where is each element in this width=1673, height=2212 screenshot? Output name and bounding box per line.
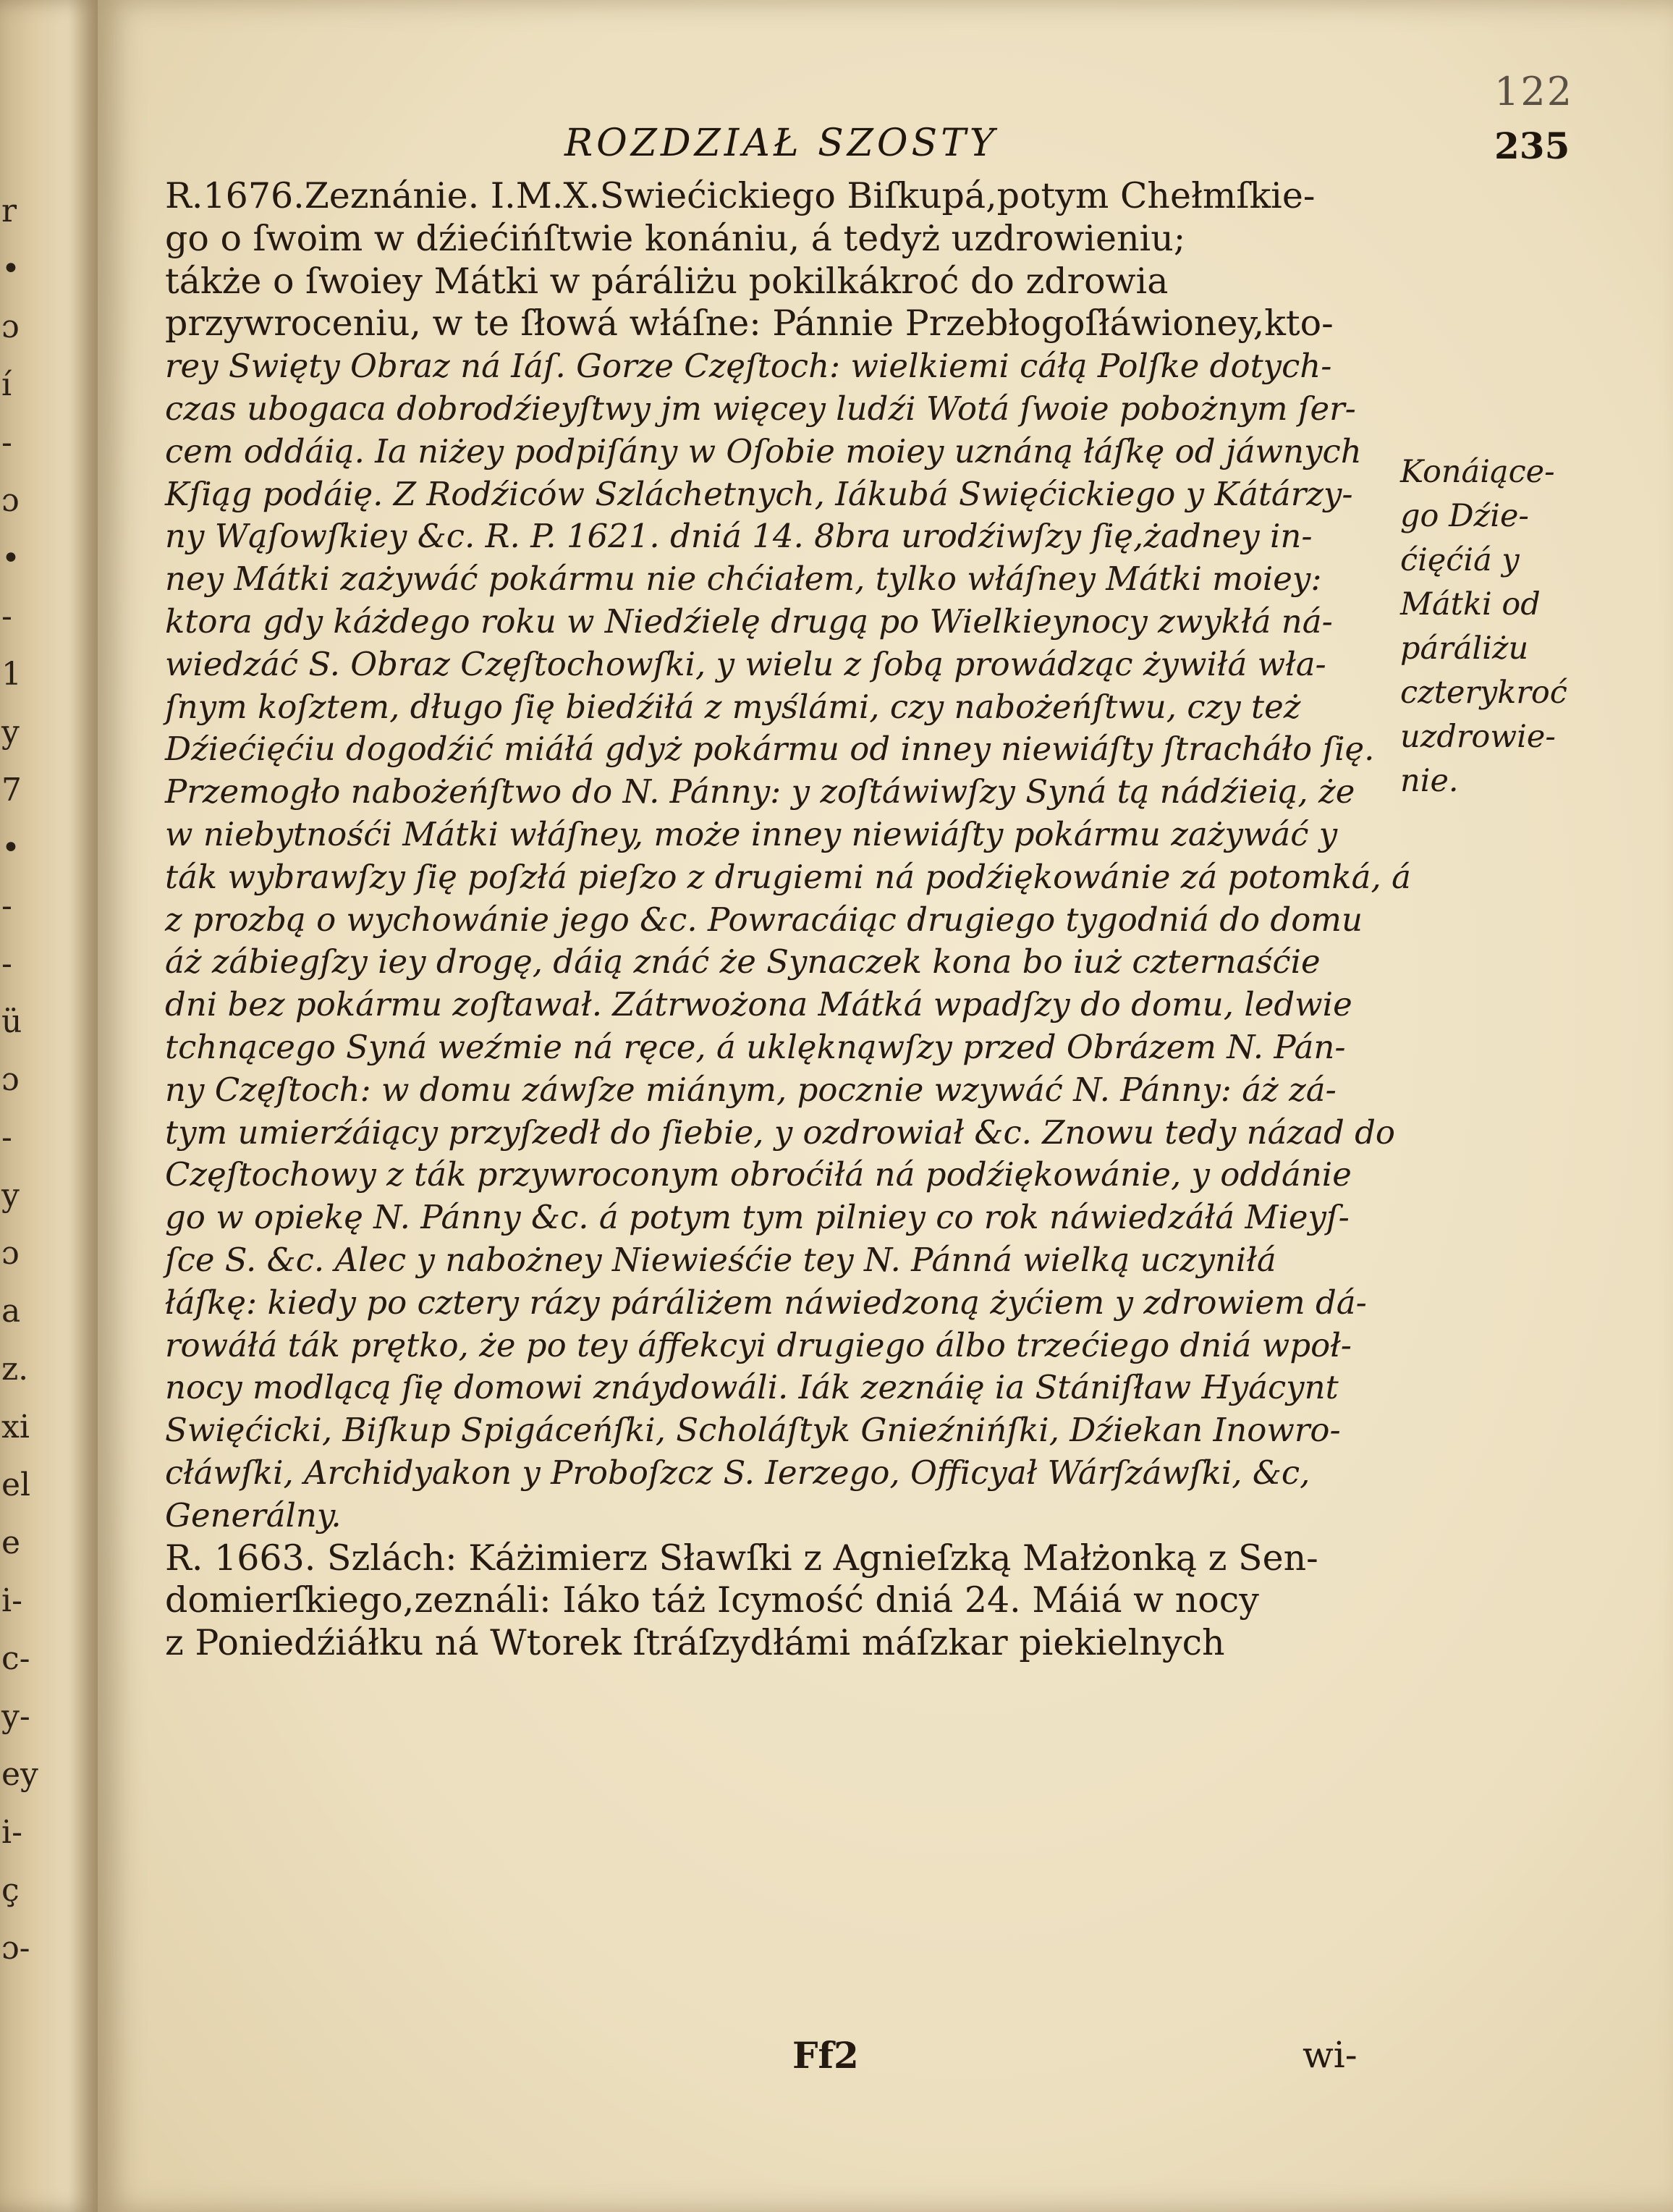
text-line: nocy modlącą ſię domowi znáydowáli. Iák zeznáię ia Stániſław Hyácynt xyxy=(165,1368,1339,1407)
text-line: Częſtochowy z ták przywroconym obroćiłá ná podźiękowánie, y oddánie xyxy=(165,1155,1352,1194)
text-line: łáſkę: kiedy po cztery rázy páráliżem náwiedzoną żyćiem y zdrowiem dá- xyxy=(165,1283,1367,1322)
text-line: czas ubogaca dobrodźieyſtwy jm więcey ludźi Wotá ſwoie pobożnym ſer- xyxy=(165,389,1356,428)
facing-page-fragment: ɔ xyxy=(1,482,20,519)
text-line: Swięćicki, Biſkup Spigáceńſki, Scholáſtyk Gnieźnińſki, Dźiekan Inowro- xyxy=(165,1411,1341,1450)
margin-note-line: go Dźie- xyxy=(1400,498,1529,534)
text-line: wiedzáć S. Obraz Częſtochowſki, y wielu z ſobą prowádząc żywiłá wła- xyxy=(165,644,1326,683)
facing-page-fragment: ç xyxy=(1,1872,20,1909)
facing-page-fragment: i- xyxy=(1,1814,22,1851)
facing-page-fragment: 7 xyxy=(1,772,22,809)
text-line: tym umierźáiący przyſzedł do ſiebie, y ozdrowiał &c. Znowu tedy názad do xyxy=(165,1113,1396,1152)
facing-page-fragment: ɔ xyxy=(1,308,20,345)
text-line: tchnącego Syná weźmie ná ręce, á uklęknąwſzy przed Obrázem N. Pán- xyxy=(165,1027,1346,1066)
facing-page-fragment: y xyxy=(1,1177,20,1214)
main-text xyxy=(165,175,1411,1665)
facing-page-fragment: el xyxy=(1,1466,31,1503)
folio-note: 122 xyxy=(1494,69,1574,114)
text-line: ktora gdy káżdego roku w Niedźielę drugą po Wielkieynocy zwykłá ná- xyxy=(165,601,1333,641)
text-line: z Poniedźiáłku ná Wtorek ſtráſzydłámi máſzkar piekielnych xyxy=(165,1622,1225,1664)
facing-page-fragment: 1 xyxy=(1,656,22,693)
text-line: domierſkiego,zeználi: Iáko táż Icymość dniá 24. Máiá w nocy xyxy=(165,1579,1259,1621)
margin-note-line: ćięćiá y xyxy=(1400,542,1520,578)
facing-page-fragments xyxy=(0,0,38,2212)
text-line: ták wybrawſzy ſię poſzłá pieſzo z drugiemi ná podźiękowánie zá potomká, á xyxy=(165,857,1411,896)
text-line: Dźiećięćiu dogodźić miáłá gdyż pokármu od inney niewiáſty ſtracháło ſię. xyxy=(165,730,1375,769)
text-line: w niebytnośći Mátki włáſney, może inney niewiáſty pokármu zażywáć y xyxy=(165,814,1338,853)
text-line: Generálny. xyxy=(165,1495,342,1535)
margin-note-line: páráliżu xyxy=(1400,630,1529,667)
facing-page-fragment: - xyxy=(1,945,12,982)
facing-page-fragment: - xyxy=(1,424,12,461)
text-line: cem oddáią. Ia niżey podpiſány w Oſobie moiey uznáną łáſkę od jáwnych xyxy=(165,431,1362,470)
running-title: ROZDZIAŁ SZOSTY xyxy=(564,122,999,165)
text-line: cłáwſki, Archidyakon y Proboſzcz S. Ierzego, Officyał Wárſzáwſki, &c, xyxy=(165,1453,1310,1492)
facing-page-fragment: y- xyxy=(1,1698,30,1735)
facing-page-fragment: • xyxy=(1,540,20,577)
margin-note-line: nie. xyxy=(1400,763,1459,799)
text-line: go w opiekę N. Pánny &c. á potym tym pilniey co rok náwiedzáłá Mieyſ- xyxy=(165,1198,1350,1237)
facing-page-fragment: ü xyxy=(1,1003,22,1040)
text-line: rey Swięty Obraz ná Iáſ. Gorze Częſtoch: wielkiemi cáłą Polſke dotych- xyxy=(165,347,1332,386)
text-line: tákże o ſwoiey Mátki w páráliżu pokilkákroć do zdrowia xyxy=(165,260,1169,302)
facing-page-fragment: ɔ xyxy=(1,1061,20,1098)
margin-note xyxy=(1400,450,1574,803)
signature-mark: Ff2 xyxy=(792,2034,859,2077)
text-line: ſnym koſztem, długo ſię biedźiłá z myślámi, czy nabożeńſtwu, czy też xyxy=(165,687,1301,726)
text-line: R. 1663. Szlách: Káżimierz Sławſki z Agnieſzką Małżonką z Sen- xyxy=(165,1537,1318,1579)
text-line: dni bez pokármu zoſtawał. Zátrwożona Mátká wpadſzy do domu, ledwie xyxy=(165,985,1352,1024)
facing-page-fragment: - xyxy=(1,1119,12,1156)
text-line: ny Częſtoch: w domu záwſze miánym, pocznie wzywáć N. Pánny: áż zá- xyxy=(165,1070,1337,1109)
facing-page-fragment: c- xyxy=(1,1640,30,1677)
text-line: ney Mátki zażywáć pokármu nie chćiałem, tylko włáſney Mátki moiey: xyxy=(165,560,1322,599)
facing-page-fragment: y xyxy=(1,714,20,751)
margin-note-line: Konáiące- xyxy=(1400,454,1555,490)
text-line: ny Wąſowſkiey &c. R. P. 1621. dniá 14. 8bra urodźiwſzy ſię,żadney in- xyxy=(165,517,1313,556)
facing-page-fragment: • xyxy=(1,250,20,287)
facing-page-fragment: a xyxy=(1,1293,21,1330)
facing-page-fragment: r xyxy=(1,193,17,229)
text-line: rowáłá ták prętko, że po tey áffekcyi drugiego álbo trzećiego dniá wpoł- xyxy=(165,1325,1352,1364)
catchword: wi- xyxy=(1303,2034,1358,2076)
facing-page-fragment: e xyxy=(1,1524,21,1561)
facing-page-fragment: - xyxy=(1,598,12,635)
facing-page-fragment: - xyxy=(1,887,12,924)
text-line: go o ſwoim w dźiećińſtwie konániu, á tedyż uzdrowieniu; xyxy=(165,217,1186,259)
text-line: ſce S. &c. Alec y nabożney Niewieśćie tey N. Pánná wielką uczyniłá xyxy=(165,1240,1276,1279)
facing-page-fragment: ɔ xyxy=(1,1235,20,1272)
facing-page-fragment: i- xyxy=(1,1582,22,1619)
facing-page-fragment: xi xyxy=(1,1409,30,1445)
text-line: przywroceniu, w te ſłowá włáſne: Pánnie Przebłogoſłáwioney,kto- xyxy=(165,303,1334,345)
facing-page-fragment: • xyxy=(1,830,20,866)
text-line: áż zábiegſzy iey drogę, dáią znáć że Synaczek kona bo iuż czternaśćie xyxy=(165,942,1321,982)
facing-page-fragment: ɔ- xyxy=(1,1930,30,1967)
margin-note-line: uzdrowie- xyxy=(1400,719,1556,755)
margin-note-line: czterykroć xyxy=(1400,675,1567,711)
facing-page-fragment: z. xyxy=(1,1351,29,1388)
text-line: Kſiąg podáię. Z Rodźiców Szláchetnych, Iákubá Swięćickiego y Kátárzy- xyxy=(165,474,1353,513)
page-number: 235 xyxy=(1494,124,1570,167)
margin-note-line: Mátki od xyxy=(1400,586,1541,622)
text-line: Przemogło nabożeńſtwo do N. Pánny: y zoſtáwiwſzy Syná tą nádźieią, że xyxy=(165,772,1355,811)
text-line: z prozbą o wychowánie jego &c. Powracáiąc drugiego tygodniá do domu xyxy=(165,900,1363,939)
facing-page-edge xyxy=(0,0,98,2212)
text-line: R.1676.Zeznánie. I.M.X.Swiećickiego Biſkupá,potym Chełmſkie- xyxy=(165,175,1316,216)
facing-page-fragment: í xyxy=(1,366,12,403)
facing-page-fragment: ey xyxy=(1,1756,38,1793)
